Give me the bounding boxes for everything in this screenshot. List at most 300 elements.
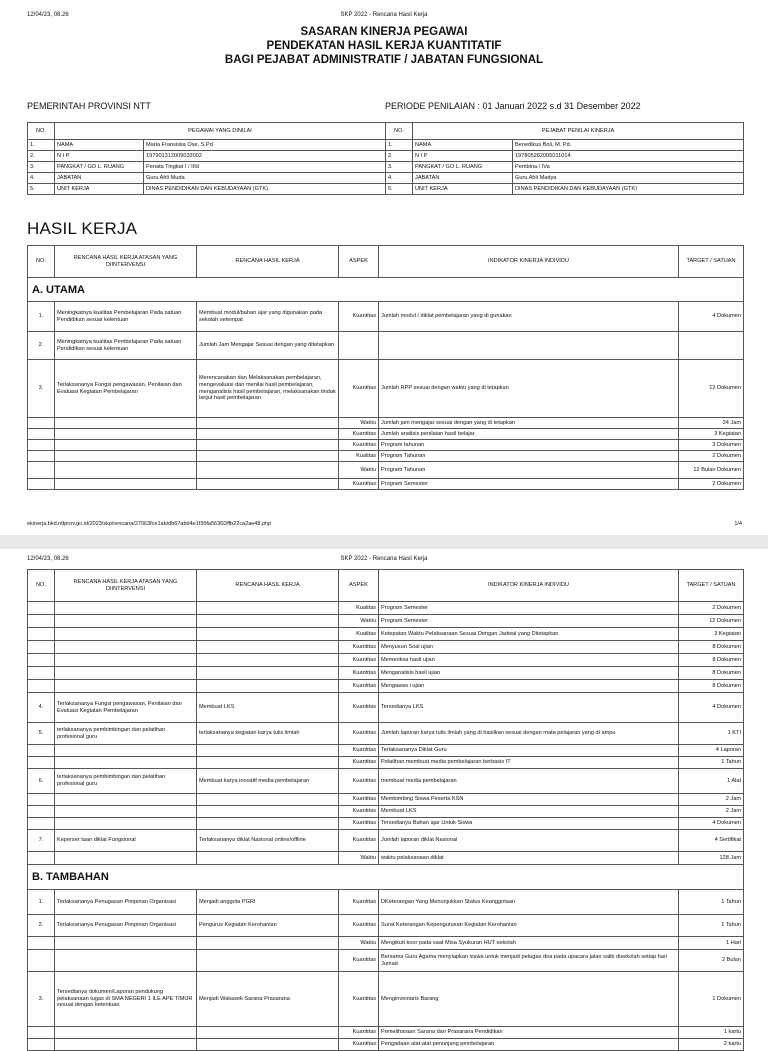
table-cell (197, 667, 339, 680)
table-cell: 4 Dokumen (679, 302, 744, 332)
table-row (28, 806, 744, 818)
table-cell (55, 950, 197, 972)
col-header-superior-plan-2: RENCANA HASIL KERJA ATASAN YANG DIINTERVENSI (55, 570, 197, 602)
table-cell: terlaksananya kegiatan karya tulis ilmiah (197, 723, 339, 745)
table-cell: Kuantitas (339, 794, 379, 806)
table-cell: Terlaksananya Diklat Guru (379, 745, 679, 757)
table-row (28, 794, 744, 806)
col-header-target-2: TARGET / SATUAN (679, 570, 744, 602)
info-cell: 3. (28, 162, 55, 173)
info-cell: DINAS PENDIDIKAN DAN KEBUDAYAAN (GTK) (513, 184, 744, 195)
table-cell (28, 794, 55, 806)
table-cell: Meningkatnya kualitas Pembelajaran Pada satuan Pendidikan sesuai kelentuan (55, 302, 197, 332)
table-cell (55, 852, 197, 865)
info-cell: NAMA (413, 140, 513, 151)
table-cell: Kuantitas (339, 972, 379, 1027)
table-row (28, 757, 744, 769)
table-cell (28, 602, 55, 615)
table-cell: Kuantitas (339, 830, 379, 852)
table-cell: Kuantitas (339, 769, 379, 794)
table-cell (28, 937, 55, 950)
table-cell (197, 628, 339, 641)
table-cell (197, 1039, 339, 1051)
table-cell (379, 332, 679, 360)
table-cell (55, 1027, 197, 1039)
table-cell: Waktu (339, 462, 379, 479)
table-cell: Kuantitas (339, 1027, 379, 1039)
table-cell (197, 745, 339, 757)
table-cell (55, 680, 197, 693)
table-cell: Kualitas (339, 628, 379, 641)
page2-header (0, 556, 768, 566)
table-cell: 5. (28, 723, 55, 745)
col-header-no-2: NO. (28, 570, 55, 602)
table-cell: 2 Dokumen (679, 479, 744, 490)
table-row (28, 1039, 744, 1051)
info-cell: Guru Ahli Madya (513, 173, 744, 184)
work-results-table (27, 245, 744, 490)
table-cell (55, 794, 197, 806)
table-cell: Menginventaris Barang (379, 972, 679, 1027)
table-cell: 8 Dokumen (679, 680, 744, 693)
table-cell (28, 852, 55, 865)
title-line-3: BAGI PEJABAT ADMINISTRATIF / JABATAN FUNGSIONAL (224, 54, 544, 66)
table-row (28, 332, 744, 360)
table-cell: Pengadaan alat-alat penunjang pembelajaran (379, 1039, 679, 1051)
col-header-target: TARGET / SATUAN (679, 246, 744, 278)
table-cell: Program tahunan (379, 440, 679, 451)
table-cell: 4 Laporan (679, 745, 744, 757)
page1-header (0, 12, 768, 22)
table-row (28, 693, 744, 723)
table-cell (197, 654, 339, 667)
assessment-period: PERIODE PENILAIAN : 01 Januari 2022 s.d 31 Desember 2022 (385, 101, 641, 111)
table-cell: 3 Kegiatan (679, 628, 744, 641)
title-line-1: SASARAN KINERJA PEGAWAI (300, 26, 468, 38)
table-cell (197, 950, 339, 972)
table-cell (28, 745, 55, 757)
table-cell: Membuat LKS (379, 806, 679, 818)
table-cell: Pengurus Kegiatan Kerohanian (197, 915, 339, 937)
table-cell (28, 418, 55, 429)
col-header-work-plan: RENCANA HASIL KERJA (197, 246, 339, 278)
table-cell (28, 950, 55, 972)
info-cell: 5. (386, 184, 413, 195)
table-cell: 2. (28, 332, 55, 360)
table-cell: 2 kartu (679, 1039, 744, 1051)
table-cell (55, 440, 197, 451)
table-row (28, 462, 744, 479)
table-row (28, 769, 744, 794)
header-date-2: 12/04/23, 08.26 (27, 556, 69, 562)
table-cell: Kuantitas (339, 745, 379, 757)
table-cell: 1 Alat (679, 769, 744, 794)
table-row (28, 972, 744, 1027)
table-cell: Kualitas (339, 451, 379, 462)
info-cell: JABATAN (55, 173, 144, 184)
table-cell: 2 Dokumen (679, 602, 744, 615)
table-row (28, 479, 744, 490)
table-cell (197, 615, 339, 628)
table-cell: Tersedianya dokumen/Laporan pendukung pelaksanaan tugas di SMA NEGERI 1 ILE APE TIMUR sesuai dengan ketentuan (55, 972, 197, 1027)
table-cell: 2. (28, 915, 55, 937)
table-cell: 1 Hari (679, 937, 744, 950)
table-cell: Bersama Guru Agama menyiapkan siswa untuk menjadi petugas doa pada upacara jalan salib disekolah setiap hari Jumad (379, 950, 679, 972)
table-cell: 3. (28, 360, 55, 418)
table-cell (55, 745, 197, 757)
table-cell: 1. (28, 890, 55, 915)
table-row (28, 723, 744, 745)
table-cell (197, 462, 339, 479)
table-cell: membuat media pembelajaran (379, 769, 679, 794)
table-row (28, 628, 744, 641)
table-cell: 8 Dokumen (679, 641, 744, 654)
table-cell: Kuantitas (339, 723, 379, 745)
table-row (28, 680, 744, 693)
table-cell (55, 602, 197, 615)
info-cell: UNIT KERJA (55, 184, 144, 195)
table-row (28, 654, 744, 667)
table-cell (197, 794, 339, 806)
info-row (28, 151, 744, 162)
table-cell: Tersedianya Bahan ajar Untuk Siswa (379, 818, 679, 830)
info-cell: 5. (28, 184, 55, 195)
table-cell: 3 Dokumen (679, 440, 744, 451)
header-title-2: SKP 2022 - Rencana Hasil Kerja (340, 556, 428, 562)
table-cell: Keperser taan diklat Fungsional (55, 830, 197, 852)
table-cell (197, 937, 339, 950)
table-cell: Merencanakan dan Melaksanakan pembelajaran, mengevaluasi dan menilai hasil pembelajaran, menganalisis hasil pembelajaran, melaksanakan tindak lanjut hasil pembelajaran (197, 360, 339, 418)
table-cell (55, 418, 197, 429)
table-row (28, 602, 744, 615)
col-header-work-plan-2: RENCANA HASIL KERJA (197, 570, 339, 602)
table-cell: Membuat modul/bahan ajar yang digunakan pada sekolah setempat (197, 302, 339, 332)
table-cell: Waktu (339, 937, 379, 950)
table-cell (679, 332, 744, 360)
table-cell: 4. (28, 693, 55, 723)
info-row (28, 173, 744, 184)
table-cell: Kuantitas (339, 641, 379, 654)
table-cell: Jumlah laporan karya tulis ilmiah yang di hasilkan sesuai dengan mata pelajaran yang di ampu (379, 723, 679, 745)
table-cell: Mengikuti koor pada saat Misa Syukuran HUT sekolah (379, 937, 679, 950)
table-cell: 1 kartu (679, 1027, 744, 1039)
table-cell (197, 680, 339, 693)
table-cell: 4 Dokumen (679, 818, 744, 830)
info-header-no: NO. (28, 123, 55, 140)
header-date: 12/04/23, 08.26 (27, 12, 69, 18)
table-cell: Menjadi anggota PGRI (197, 890, 339, 915)
table-cell: Jumlah RPP sesuai dengan waktu yang di tetapkan (379, 360, 679, 418)
organization: PEMERINTAH PROVINSI NTT (27, 101, 151, 111)
info-row (28, 140, 744, 151)
table-cell (55, 806, 197, 818)
table-cell: 2 Dokumen (679, 451, 744, 462)
col-header-no: NO. (28, 246, 55, 278)
table-cell (55, 818, 197, 830)
section-b-heading: B. TAMBAHAN (28, 865, 744, 890)
table-cell: Pelatihan membuat media pembelajaran berbasis IT (379, 757, 679, 769)
table-cell (28, 680, 55, 693)
table-cell: 1 Tahun (679, 890, 744, 915)
table-cell: Mengawas i ujian (379, 680, 679, 693)
table-cell: Jumlah modul / diklat pembelajaran yang di gunakan (379, 302, 679, 332)
table-cell: 6. (28, 769, 55, 794)
table-cell (197, 852, 339, 865)
table-cell: Pemeliharaan Sarana dan Prasarana Pendidikan (379, 1027, 679, 1039)
table-cell: Tersedianya LKS (379, 693, 679, 723)
table-cell (197, 429, 339, 440)
table-row (28, 937, 744, 950)
table-cell: Surat Keterangan Kepengurusan Kegiatan Kerohanian (379, 915, 679, 937)
col-header-indicator-2: INDIKATOR KINERJA INDIVIDU (379, 570, 679, 602)
table-cell: Kuantitas (339, 1039, 379, 1051)
table-cell (197, 440, 339, 451)
table-cell: 12 Bulan Dokumen (679, 462, 744, 479)
table-cell: 3. (28, 972, 55, 1027)
table-cell (28, 641, 55, 654)
info-cell: Guru Ahli Muda (144, 173, 386, 184)
work-results-table-continued (27, 569, 744, 1051)
table-cell (55, 757, 197, 769)
col-header-aspect: ASPEK (339, 246, 379, 278)
info-cell: N I P (55, 151, 144, 162)
table-cell: Kuantitas (339, 818, 379, 830)
table-row (28, 852, 744, 865)
page1-footer (0, 521, 768, 531)
table-cell: Kuantitas (339, 757, 379, 769)
info-cell: 1. (28, 140, 55, 151)
table-cell: Terlaksananya Fungsi pengawasan, Penilaian dan Evaluasi Kegiatan Pembelajaran (55, 360, 197, 418)
table-cell: Terlaksananya Penugasan Pimpinan Organisasi (55, 890, 197, 915)
table-row (28, 950, 744, 972)
table-cell (197, 1027, 339, 1039)
table-cell: waktu pelaksanaan diklat (379, 852, 679, 865)
table-cell: Kuantitas (339, 440, 379, 451)
table-cell: Kuantitas (339, 667, 379, 680)
info-header-employee: PEGAWAI YANG DINILAI (55, 123, 386, 140)
title-line-2: PENDEKATAN HASIL KERJA KUANTITATIF (266, 40, 502, 52)
info-cell: PANGKAT / GO L. RUANG (55, 162, 144, 173)
table-row (28, 667, 744, 680)
table-cell (28, 1039, 55, 1051)
footer-page: 1/4 (734, 521, 742, 527)
table-cell: Kuantitas (339, 360, 379, 418)
table-cell: Memeriksa hasil ujian (379, 654, 679, 667)
table-cell (55, 641, 197, 654)
info-cell: 4. (28, 173, 55, 184)
table-cell (55, 462, 197, 479)
info-row (28, 184, 744, 195)
table-cell (28, 818, 55, 830)
table-cell (28, 440, 55, 451)
table-cell (339, 332, 379, 360)
table-row (28, 302, 744, 332)
info-cell: 197901312009032002 (144, 151, 386, 162)
table-cell: 1 Dokumen (679, 972, 744, 1027)
info-cell: Pembina / IVa (513, 162, 744, 173)
header-title: SKP 2022 - Rencana Hasil Kerja (340, 12, 428, 18)
table-cell: Membimbing Siswa Peserta KSN (379, 794, 679, 806)
col-header-aspect-2: ASPEK (339, 570, 379, 602)
table-cell (28, 654, 55, 667)
table-cell: Menganalisis hasil ujian (379, 667, 679, 680)
table-cell (55, 654, 197, 667)
section-heading: HASIL KERJA (27, 219, 138, 238)
table-cell (197, 757, 339, 769)
table-row (28, 615, 744, 628)
table-cell: 2 Jam (679, 794, 744, 806)
table-cell: Kuantitas (339, 302, 379, 332)
info-cell: UNIT KERJA (413, 184, 513, 195)
table-cell: DKeterangan Yang Menunjukkan Status Keanggotaan (379, 890, 679, 915)
table-cell: 1 Tahun (679, 757, 744, 769)
table-row (28, 745, 744, 757)
info-cell: DINAS PENDIDIKAN DAN KEBUDAYAAN (GTK) (144, 184, 386, 195)
info-cell: 3. (386, 162, 413, 173)
table-cell: 8 Dokumen (679, 654, 744, 667)
table-cell: Kuantitas (339, 890, 379, 915)
col-header-indicator: INDIKATOR KINERJA INDIVIDU (379, 246, 679, 278)
table-cell (197, 806, 339, 818)
table-cell (197, 479, 339, 490)
info-cell: 4. (386, 173, 413, 184)
table-cell: Jumlah jam mengajar sesuai dengan yang di tetapkan (379, 418, 679, 429)
info-row (28, 162, 744, 173)
table-cell (55, 1039, 197, 1051)
table-row (28, 915, 744, 937)
table-cell: Waktu (339, 418, 379, 429)
table-cell: Menjadi Wakasek Sarana Prasarana (197, 972, 339, 1027)
table-cell: Program Tahunan (379, 451, 679, 462)
table-cell: Kuantitas (339, 654, 379, 667)
table-row (28, 440, 744, 451)
table-cell: Program Semester (379, 602, 679, 615)
table-cell (197, 451, 339, 462)
table-cell (28, 451, 55, 462)
table-cell: 1 KTI (679, 723, 744, 745)
table-cell: terlaksananya pembimbingan dan pelatihan profesional guru (55, 769, 197, 794)
table-cell: Program Tahunan (379, 462, 679, 479)
table-cell (55, 628, 197, 641)
table-cell (197, 602, 339, 615)
table-row (28, 818, 744, 830)
table-cell (28, 667, 55, 680)
table-cell: Menyusun Soal ujian (379, 641, 679, 654)
table-cell: Kuantitas (339, 950, 379, 972)
info-cell: NAMA (55, 140, 144, 151)
info-cell: Penata Tingkat I / IIId (144, 162, 386, 173)
info-header-no-2: NO. (386, 123, 413, 140)
table-cell (197, 418, 339, 429)
table-row (28, 890, 744, 915)
table-cell (28, 757, 55, 769)
table-cell (197, 641, 339, 654)
col-header-superior-plan: RENCANA HASIL KERJA ATASAN YANG DIINTERVENSI (55, 246, 197, 278)
table-cell: Membuat LKS (197, 693, 339, 723)
table-cell: Kuantitas (339, 479, 379, 490)
table-cell: 1. (28, 302, 55, 332)
table-cell (28, 615, 55, 628)
table-cell: Kuantitas (339, 806, 379, 818)
table-cell: Program Semester (379, 615, 679, 628)
table-cell: Waktu (339, 852, 379, 865)
table-cell: Kualitas (339, 602, 379, 615)
table-cell: Kuantitas (339, 693, 379, 723)
table-cell: Waktu (339, 615, 379, 628)
info-cell: 2. (28, 151, 55, 162)
table-row (28, 451, 744, 462)
info-cell: Benedikus Boli, M. Pd. (513, 140, 744, 151)
table-cell (55, 667, 197, 680)
table-row (28, 360, 744, 418)
table-cell: Membuat karya inovatif media pembelajaran (197, 769, 339, 794)
table-cell: Ketepatan Waktu Pelaksanaan Sesuai Dengan Jadwal yang Ditetapkan (379, 628, 679, 641)
table-cell: 24 Jam (679, 418, 744, 429)
table-row (28, 429, 744, 440)
info-cell: Maria Fransiska Ose, S.Pd (144, 140, 386, 151)
table-row (28, 641, 744, 654)
table-cell: 4 Sertifikat (679, 830, 744, 852)
table-cell (28, 1027, 55, 1039)
table-cell: 4 Dokumen (679, 693, 744, 723)
section-a-heading: A. UTAMA (28, 278, 744, 302)
info-cell: PANGKAT / GO L. RUANG (413, 162, 513, 173)
table-cell: 12 Dokumen (679, 360, 744, 418)
table-cell: Meningkatnya kualitas Pembelajaran Pada satuan Pendidikan sesuai kelentuan (55, 332, 197, 360)
table-cell: Kuantitas (339, 429, 379, 440)
table-cell: 3 Kegiatan (679, 429, 744, 440)
table-cell: Kuantitas (339, 915, 379, 937)
table-cell: Terlaksananya Penugasan Pimpinan Organisasi (55, 915, 197, 937)
table-cell (55, 615, 197, 628)
table-cell: Jumlah laporan diklat Nasional (379, 830, 679, 852)
table-cell (28, 806, 55, 818)
info-header-appraiser: PEJABAT PENILAI KINERJA (413, 123, 744, 140)
table-cell: Terlaksananya diklat Nasional online/offline (197, 830, 339, 852)
table-cell (197, 818, 339, 830)
employee-info-table (27, 122, 744, 195)
table-cell (55, 451, 197, 462)
info-cell: 1. (386, 140, 413, 151)
table-cell (28, 429, 55, 440)
table-cell: Jumlah analisis penilaian hasil belajar (379, 429, 679, 440)
footer-url: ekinerja.bkd.nttprov.go.id/2023/skp/rencana/27063fce1ab/db67abd4e1f36fa5636Dffb22ca2ae48.php (27, 521, 272, 527)
table-cell: 1 Tahun (679, 915, 744, 937)
table-cell: terlaksananya pembimbingan dan pelatihan profesional guru (55, 723, 197, 745)
info-cell: 197805282005011014 (513, 151, 744, 162)
table-cell: Program Semester (379, 479, 679, 490)
page-separator (0, 535, 768, 549)
info-cell: JABATAN (413, 173, 513, 184)
info-cell: N I P (413, 151, 513, 162)
table-cell: Terlaksananya Fungsi pengawasan, Penilaian dan Evaluasi Kegiatan Pembelajaran (55, 693, 197, 723)
table-cell (28, 628, 55, 641)
table-cell (55, 937, 197, 950)
table-cell: Jumlah Jam Mengajar Sesuai dengan yang ditetapkan (197, 332, 339, 360)
table-cell: 2 Jam (679, 806, 744, 818)
table-cell: 2 Bulan (679, 950, 744, 972)
table-row (28, 830, 744, 852)
document-title (0, 25, 768, 67)
table-cell (55, 479, 197, 490)
table-row (28, 1027, 744, 1039)
table-cell (28, 479, 55, 490)
table-cell: 12 Dokumen (679, 615, 744, 628)
table-cell (55, 429, 197, 440)
table-cell: 128 Jam (679, 852, 744, 865)
table-row (28, 418, 744, 429)
table-cell: 8 Dokumen (679, 667, 744, 680)
